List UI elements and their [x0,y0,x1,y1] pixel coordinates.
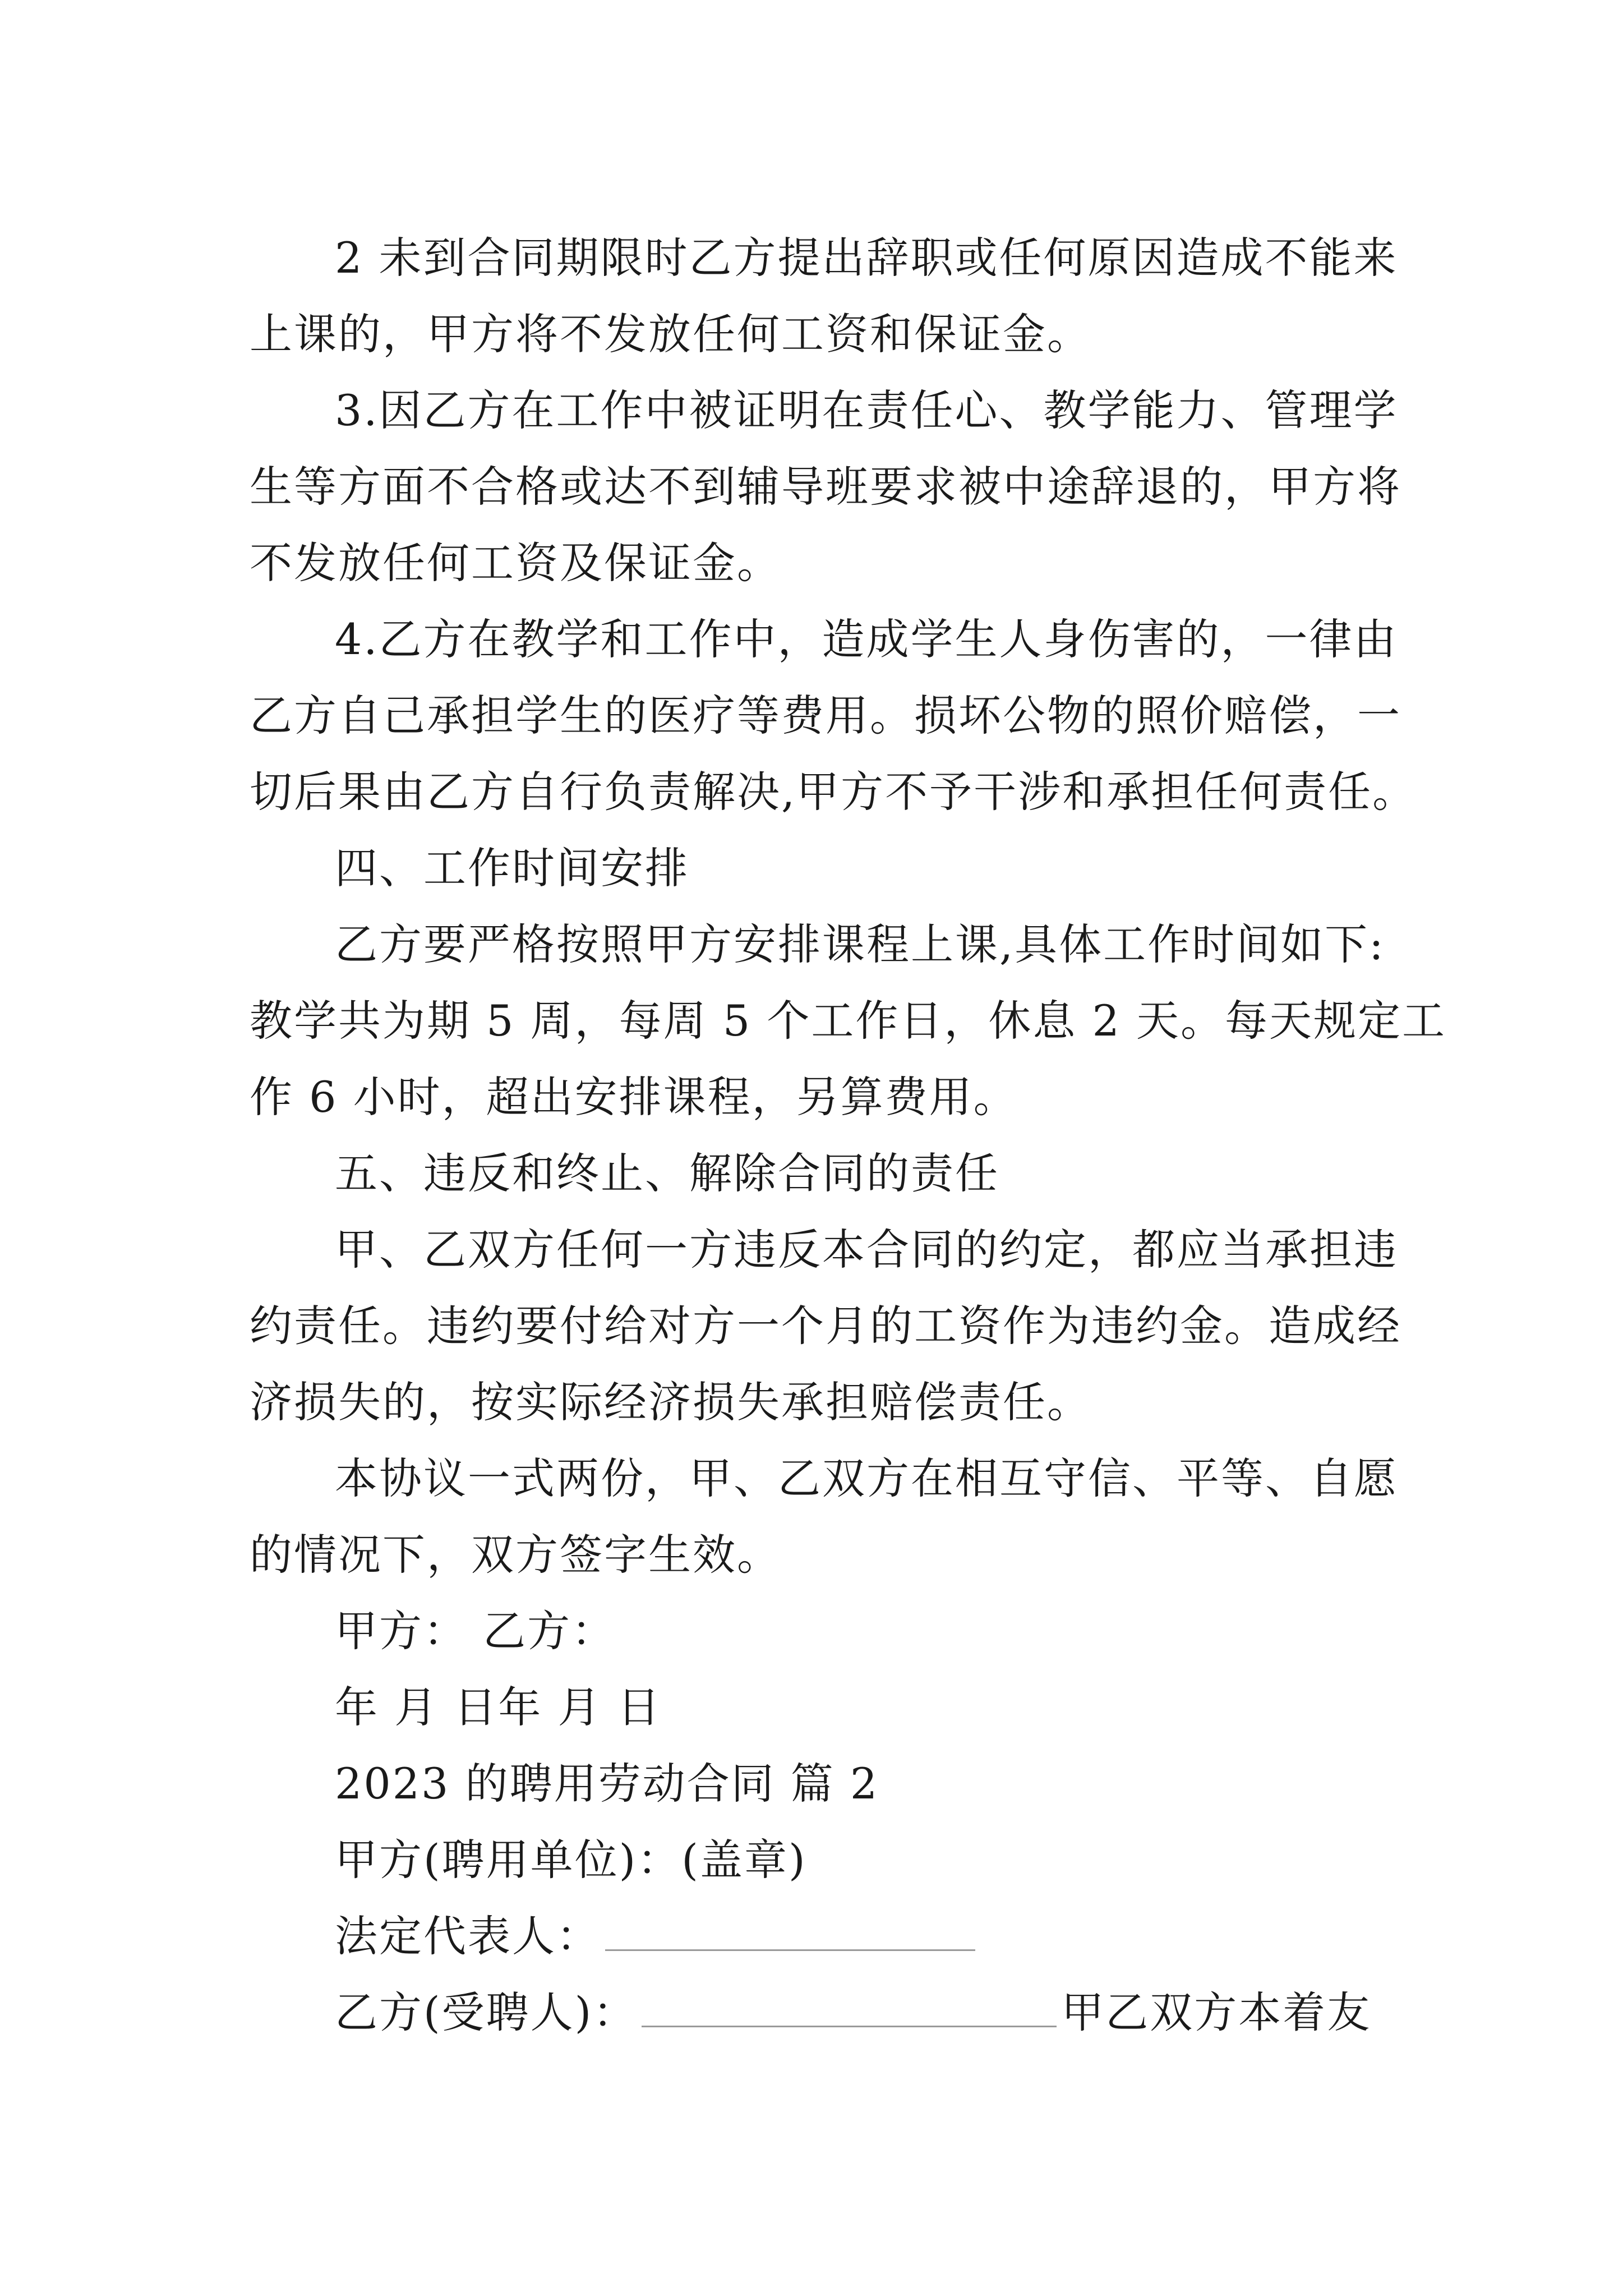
paragraph-liability [250,601,1417,830]
text-line: 济损失的，按实际经济损失承担赔偿责任。 [250,1377,1091,1427]
contract-section-title: 2023 的聘用劳动合同 篇 2 [335,1759,879,1809]
text-line: 不发放任何工资及保证金。 [250,538,781,588]
text-line: 3.因乙方在工作中被证明在责任心、教学能力、管理学 [335,385,1398,435]
text-line: 作 6 小时，超出安排课程，另算费用。 [250,1072,1018,1122]
paragraph-agreement [250,1441,1398,1593]
paragraph-breach [250,1212,1401,1441]
section-heading-work-schedule: 四、工作时间安排 [335,843,689,893]
text-line: 上课的，甲方将不发放任何工资和保证金。 [250,309,1091,359]
text-line: 切后果由乙方自行负责解决,甲方不予干涉和承担任何责任。 [250,767,1417,817]
employee-blank[interactable] [642,1993,1057,2027]
text-line: 本协议一式两份，甲、乙双方在相互守信、平等、自愿 [335,1453,1398,1503]
paragraph-resignation [250,220,1398,372]
text-line: 2 未到合同期限时乙方提出辞职或任何原因造成不能来 [335,233,1398,283]
legal-representative-line [250,1898,1388,1975]
date-line: 年 月 日年 月 日 [335,1682,662,1732]
document-body [250,220,1447,2051]
paragraph-dismissal [250,372,1401,601]
paragraph-work-schedule [250,907,1447,1135]
legal-representative-label: 法定代表人： [335,1911,601,1961]
employer-line: 甲方(聘用单位)：(盖章) [335,1835,807,1885]
text-line: 乙方自己承担学生的医疗等费用。损坏公物的照价赔偿，一 [250,691,1401,740]
text-line: 甲、乙双方任何一方违反本合同的约定，都应当承担违 [335,1225,1398,1274]
text-line: 4.乙方在教学和工作中，造成学生人身伤害的，一律由 [335,614,1398,664]
signature-line: 甲方： 乙方： [335,1606,616,1656]
text-line: 乙方要严格按照甲方安排课程上课,具体工作时间如下: [335,919,1385,969]
text-line: 的情况下，双方签字生效。 [250,1530,781,1580]
legal-representative-blank[interactable] [605,1917,975,1951]
text-line: 生等方面不合格或达不到辅导班要求被中途辞退的，甲方将 [250,462,1401,512]
employee-line [250,1975,1388,2051]
text-line: 约责任。违约要付给对方一个月的工资作为违约金。造成经 [250,1301,1401,1351]
employee-label: 乙方(受聘人)： [335,1987,638,2037]
employee-trailing-text: 甲乙双方本着友 [1061,1987,1372,2037]
section-heading-breach: 五、违反和终止、解除合同的责任 [335,1148,999,1198]
text-line: 教学共为期 5 周，每周 5 个工作日，休息 2 天。每天规定工 [250,996,1447,1046]
